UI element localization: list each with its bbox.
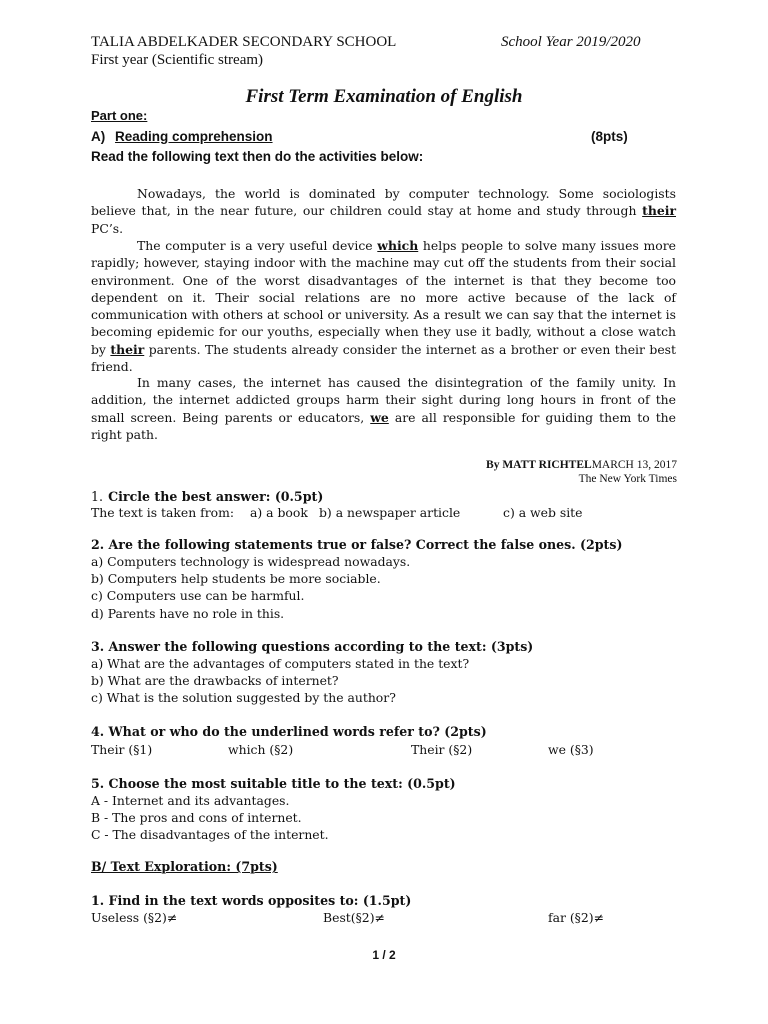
paragraph-2-start: The computer is a very useful device	[137, 238, 378, 253]
school-year: School Year 2019/2020	[501, 34, 641, 50]
question-4-title: 4. What or who do the underlined words refer to? (2pts)	[91, 724, 487, 739]
question-1-title: Circle the best answer: (0.5pt)	[108, 489, 324, 504]
question-2-item-b: b) Computers help students be more sociable.	[91, 571, 381, 586]
underlined-word-their-p2: their	[110, 341, 145, 357]
question-1-number: 1.	[91, 489, 104, 504]
source-paper: The New York Times	[578, 473, 677, 485]
question-3-item-c: c) What is the solution suggested by the author?	[91, 690, 396, 705]
source-author: By MATT RICHTEL	[486, 459, 592, 471]
opposite-word-useless: Useless (§2)≠	[91, 910, 178, 925]
question-2-item-a: a) Computers technology is widespread nowadays.	[91, 554, 411, 569]
text-paragraph-1	[91, 185, 676, 237]
question-4-ref-3: Their (§2)	[411, 742, 473, 757]
paragraph-3-end: are all responsible for guiding them to the right path.	[91, 409, 676, 442]
text-paragraph-3	[91, 374, 676, 443]
question-1-option-c: c) a web site	[503, 505, 583, 520]
source-byline	[486, 459, 677, 471]
part-one-label: Part one:	[91, 108, 148, 123]
opposite-word-far: far (§2)≠	[548, 910, 604, 925]
section-a-letter: A)	[91, 129, 106, 144]
question-1	[91, 487, 323, 505]
underlined-word-we: we	[370, 409, 389, 425]
question-5-option-a: A - Internet and its advantages.	[91, 793, 290, 808]
question-1-option-a: a) a book	[250, 505, 308, 520]
underlined-word-their-p1: their	[642, 203, 676, 219]
question-4-ref-2: which (§2)	[228, 742, 294, 757]
question-1-option-b: b) a newspaper article	[319, 505, 461, 520]
section-a-heading	[91, 129, 273, 144]
question-2-title: 2. Are the following statements true or false? Correct the false ones. (2pts)	[91, 537, 623, 552]
question-3-title: 3. Answer the following questions according to the text: (3pts)	[91, 639, 534, 654]
paragraph-1-text: Nowadays, the world is dominated by computer technology. Some sociologists believe that, in the near future, our children could stay at home and study through	[91, 186, 676, 219]
class-label: First year (Scientific stream)	[91, 52, 264, 68]
question-1-stem: The text is taken from:	[91, 505, 235, 520]
question-5-title: 5. Choose the most suitable title to the text: (0.5pt)	[91, 776, 456, 791]
text-paragraph-2	[91, 237, 676, 375]
opposite-word-best: Best(§2)≠	[323, 910, 385, 925]
question-2-item-d: d) Parents have no role in this.	[91, 606, 285, 621]
question-5-option-b: B - The pros and cons of internet.	[91, 810, 302, 825]
section-b-question-1-title: 1. Find in the text words opposites to: (1.5pt)	[91, 893, 412, 908]
section-b-title: B/ Text Exploration: (7pts)	[91, 859, 278, 874]
question-3-item-a: a) What are the advantages of computers stated in the text?	[91, 656, 470, 671]
question-3-item-b: b) What are the drawbacks of internet?	[91, 673, 339, 688]
question-2-item-c: c) Computers use can be harmful.	[91, 588, 305, 603]
section-a-name: Reading comprehension	[115, 129, 273, 144]
section-a-instruction: Read the following text then do the activities below:	[91, 149, 424, 164]
source-date: MARCH 13, 2017	[591, 459, 677, 471]
question-4-ref-1: Their (§1)	[91, 742, 153, 757]
section-a-points: (8pts)	[591, 129, 628, 144]
question-5-option-c: C - The disadvantages of the internet.	[91, 827, 329, 842]
page-number: 1 / 2	[372, 948, 396, 962]
paragraph-2-end: parents. The students already consider the internet as a brother or even their best friend.	[91, 341, 676, 375]
paragraph-3-start: In many cases, the internet has caused the disintegration of the family unity. In addition, the internet addicted groups harm their sight during long hours in front of the small screen. Being parents or educators,	[91, 375, 676, 425]
paragraph-2-middle: helps people to solve many issues more rapidly; however, staying indoor with the machine may cut off the students from their social environment. One of the worst disadvantages of the internet is that they become too dependent on it. Their social relations are no more active because of the lack of communication with others at school or university. As a result we can say that the internet is becoming epidemic for our youths, especially when they use it badly, without a close watch by	[91, 238, 676, 357]
exam-title: First Term Examination of English	[245, 86, 523, 107]
school-name: TALIA ABDELKADER SECONDARY SCHOOL	[91, 34, 397, 50]
question-4-ref-4: we (§3)	[548, 742, 594, 757]
underlined-word-which: which	[377, 238, 419, 253]
paragraph-1-end: PC’s.	[91, 220, 124, 236]
